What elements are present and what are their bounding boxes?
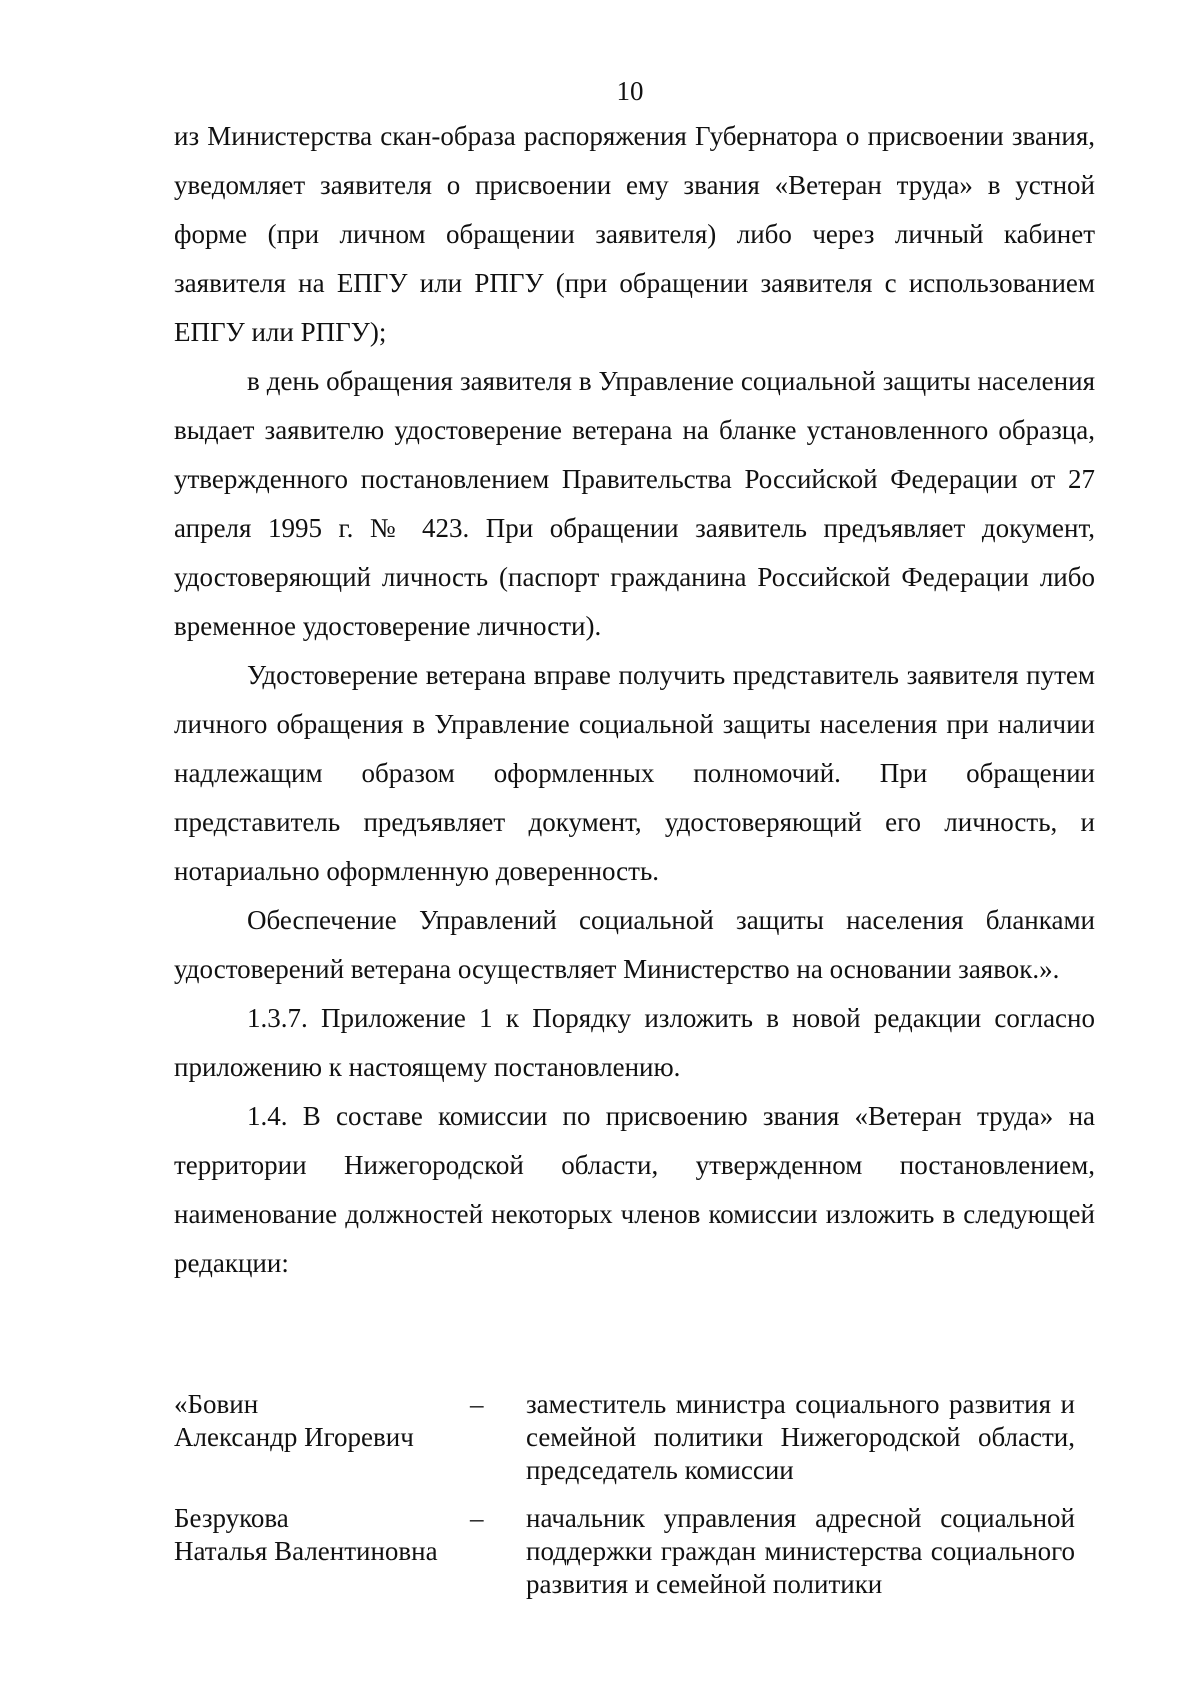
member-dash: –: [470, 1503, 484, 1533]
member-name: «Бовин Александр Игоревич: [174, 1389, 414, 1452]
member-dash: –: [470, 1389, 484, 1419]
paragraph-notification: из Министерства скан-образа распоряжения Губернатора о присвоении звания, уведомляет заявителя о присвоении ему звания «Ветеран труда» в устной форме (при личном обращении заявителя) либо через личный кабинет заявителя на ЕПГУ или РПГУ (при обращении заявителя с использованием ЕПГУ или РПГУ);: [174, 121, 1095, 347]
member-name: Безрукова Наталья Валентиновна: [174, 1503, 438, 1566]
paragraph-item-1-3-7: 1.3.7. Приложение 1 к Порядку изложить в новой редакции согласно приложению к настоящему постановлению.: [174, 1003, 1095, 1082]
paragraph-blank-supply: Обеспечение Управлений социальной защиты населения бланками удостоверений ветерана осуществляет Министерство на основании заявок.».: [174, 905, 1095, 984]
commission-members-list: [174, 1388, 1075, 1616]
member-role: начальник управления адресной социальной поддержки граждан министерства социального развития и семейной политики: [526, 1503, 1075, 1599]
member-role: заместитель министра социального развития и семейной политики Нижегородской области, председатель комиссии: [526, 1389, 1075, 1485]
commission-member: [174, 1502, 1075, 1601]
commission-member: [174, 1388, 1075, 1487]
paragraph-representative: Удостоверение ветерана вправе получить представитель заявителя путем личного обращения в Управление социальной защиты населения при наличии надлежащим образом оформленных полномочий. При обращении представитель предъявляет документ, удостоверяющий его личность, и нотариально оформленную доверенность.: [174, 660, 1095, 886]
document-body: [174, 112, 1095, 1288]
page-number: 10: [616, 76, 644, 106]
paragraph-certificate-issue: в день обращения заявителя в Управление социальной защиты населения выдает заявителю удостоверение ветерана на бланке установленного образца, утвержденного постановлением Правительства Российской Федерации от 27 апреля 1995 г. № 423. При обращении заявитель предъявляет документ, удостоверяющий личность (паспорт гражданина Российской Федерации либо временное удостоверение личности).: [174, 366, 1095, 641]
paragraph-item-1-4: 1.4. В составе комиссии по присвоению звания «Ветеран труда» на территории Нижегородской области, утвержденном постановлением, наименование должностей некоторых членов комиссии изложить в следующей редакции:: [174, 1101, 1095, 1278]
